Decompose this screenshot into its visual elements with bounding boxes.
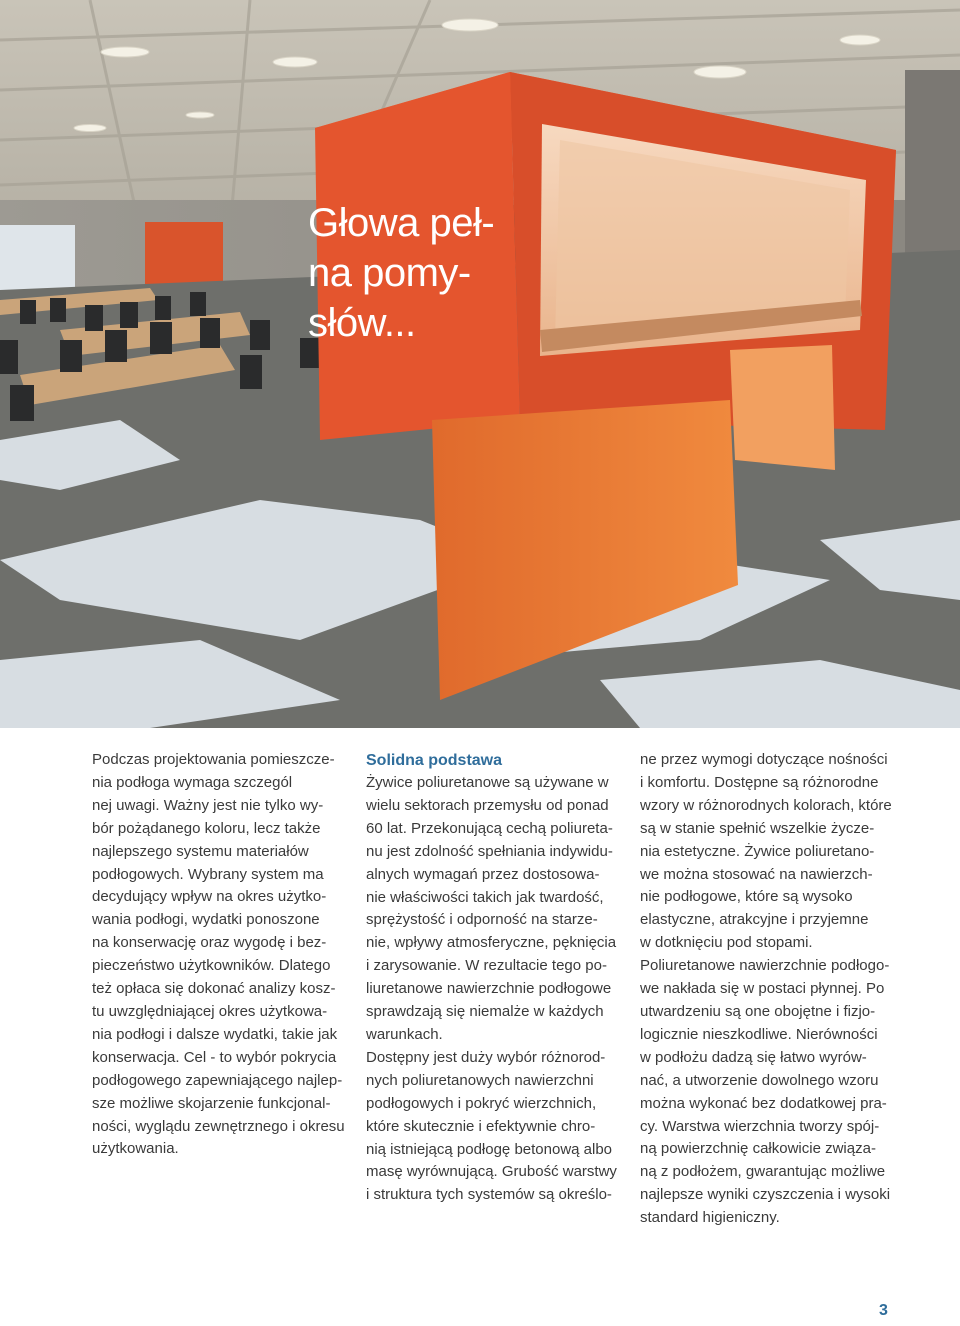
text-column-2 xyxy=(366,749,628,1207)
section-paragraph xyxy=(366,772,628,1207)
text-line: które skutecznie i efektywnie chro- xyxy=(366,1117,596,1135)
text-line: nie właściwości takich jak twardość, xyxy=(366,888,604,906)
text-line: sprężystość i odporność na starze- xyxy=(366,911,598,929)
text-line: na konserwację oraz wygodę i bez- xyxy=(92,934,327,952)
text-line: i komfortu. Dostępne są różnorodne xyxy=(640,773,879,791)
text-line: nej uwagi. Ważny jest nie tylko wy- xyxy=(92,796,324,814)
text-line: wielu sektorach przemysłu od ponad xyxy=(366,796,609,814)
headline-line-2: na pomy- xyxy=(308,251,471,295)
text-line: nać, a utworzenie dowolnego wzoru xyxy=(640,1071,879,1089)
text-line: i zarysowanie. W rezultacie tego po- xyxy=(366,957,607,975)
text-line: też opłaca się dokonać analizy kosz- xyxy=(92,980,336,998)
text-line: Żywice poliuretanowe są używane w xyxy=(366,774,609,791)
text-line: sze możliwe skojarzenie funkcjonal- xyxy=(92,1094,331,1112)
text-line: alnych wymagań przez dostosowa- xyxy=(366,865,600,883)
text-line: decydujący wpływ na okres użytko- xyxy=(92,888,327,906)
text-line: Poliuretanowe nawierzchnie podłogo- xyxy=(640,957,890,975)
text-line: i struktura tych systemów są określo- xyxy=(366,1186,612,1204)
text-line: ną powierzchnię całkowicie związa- xyxy=(640,1140,876,1158)
text-line: ne przez wymogi dotyczące nośności xyxy=(640,751,888,768)
text-line: w podłożu dadzą się łatwo wyrów- xyxy=(640,1048,867,1066)
text-line: 60 lat. Przekonującą cechą poliureta- xyxy=(366,819,613,837)
text-line: we nakłada się w postaci płynnej. Po xyxy=(640,980,885,998)
text-column-3 xyxy=(640,749,902,1230)
text-line: nią istniejącą podłogę betonową albo xyxy=(366,1140,613,1158)
text-line: we można stosować na nawierzch- xyxy=(640,865,873,883)
text-line: w dotknięciu pod stopami. xyxy=(640,934,813,952)
text-line: nych poliuretanowych nawierzchni xyxy=(366,1071,594,1089)
text-line: cy. Warstwa wierzchnia tworzy spój- xyxy=(640,1117,880,1135)
text-line: nie podłogowe, które są wysoko xyxy=(640,888,853,906)
text-line: najlepsze wyniki czyszczenia i wysoki xyxy=(640,1186,891,1204)
text-line: standard higieniczny. xyxy=(640,1209,780,1227)
text-line: utwardzeniu są one obojętne i fizjo- xyxy=(640,1002,876,1020)
text-line: tu uwzględniającej okres użytkowa- xyxy=(92,1002,328,1020)
text-line: ności, wyglądu zewnętrznego i okresu xyxy=(92,1117,345,1135)
text-line: podłogowych i pokryć wierzchnich, xyxy=(366,1094,597,1112)
section-heading: Solidna podstawa xyxy=(366,752,503,769)
text-line: nia estetyczne. Żywice poliuretano- xyxy=(640,842,875,860)
headline-line-3: słów... xyxy=(308,301,416,345)
text-line: logicznie nieszkodliwe. Nierówności xyxy=(640,1025,878,1043)
continued-paragraph xyxy=(640,749,902,1230)
intro-paragraph xyxy=(92,749,354,1161)
text-line: sprawdzają się niemalże w każdych xyxy=(366,1003,604,1021)
text-line: bór pożądanego koloru, lecz także xyxy=(92,819,321,837)
text-line: użytkowania. xyxy=(92,1140,179,1158)
text-line: Dostępny jest duży wybór różnorod- xyxy=(366,1048,606,1066)
text-line: nu jest zdolność spełniania indywidu- xyxy=(366,842,613,860)
headline xyxy=(308,198,538,348)
text-line: masę wyrównującą. Grubość warstwy xyxy=(366,1163,617,1181)
text-line: pieczeństwo użytkowników. Dlatego xyxy=(92,957,331,975)
text-line: ną z podłożem, gwarantując możliwe xyxy=(640,1163,886,1181)
text-line: konserwacja. Cel - to wybór pokrycia xyxy=(92,1048,337,1066)
text-line: nie, wpływy atmosferyczne, pęknięcia xyxy=(366,934,617,952)
text-line: wzory w różnorodnych kolorach, które xyxy=(640,796,892,814)
text-line: nia podłogi i dalsze wydatki, takie jak xyxy=(92,1025,338,1043)
text-line: elastyczne, atrakcyjne i przyjemne xyxy=(640,911,869,929)
text-line: nia podłoga wymaga szczegól xyxy=(92,773,293,791)
text-line: można wykonać bez dodatkowej pra- xyxy=(640,1094,887,1112)
page-number: 3 xyxy=(879,1302,888,1319)
text-line: warunkach. xyxy=(366,1025,443,1043)
text-line: są w stanie spełnić wszelkie życze- xyxy=(640,819,875,837)
text-line: podłogowych. Wybrany system ma xyxy=(92,865,324,883)
text-line: liuretanowe nawierzchnie podłogowe xyxy=(366,980,612,998)
text-line: najlepszego systemu materiałów xyxy=(92,842,309,860)
text-line: Podczas projektowania pomieszcze- xyxy=(92,751,335,768)
text-line: podłogowego zapewniającego najlep- xyxy=(92,1071,343,1089)
headline-line-1: Głowa peł- xyxy=(308,201,495,245)
text-line: wania podłogi, wydatki ponoszone xyxy=(92,911,320,929)
text-column-1 xyxy=(92,749,354,1161)
